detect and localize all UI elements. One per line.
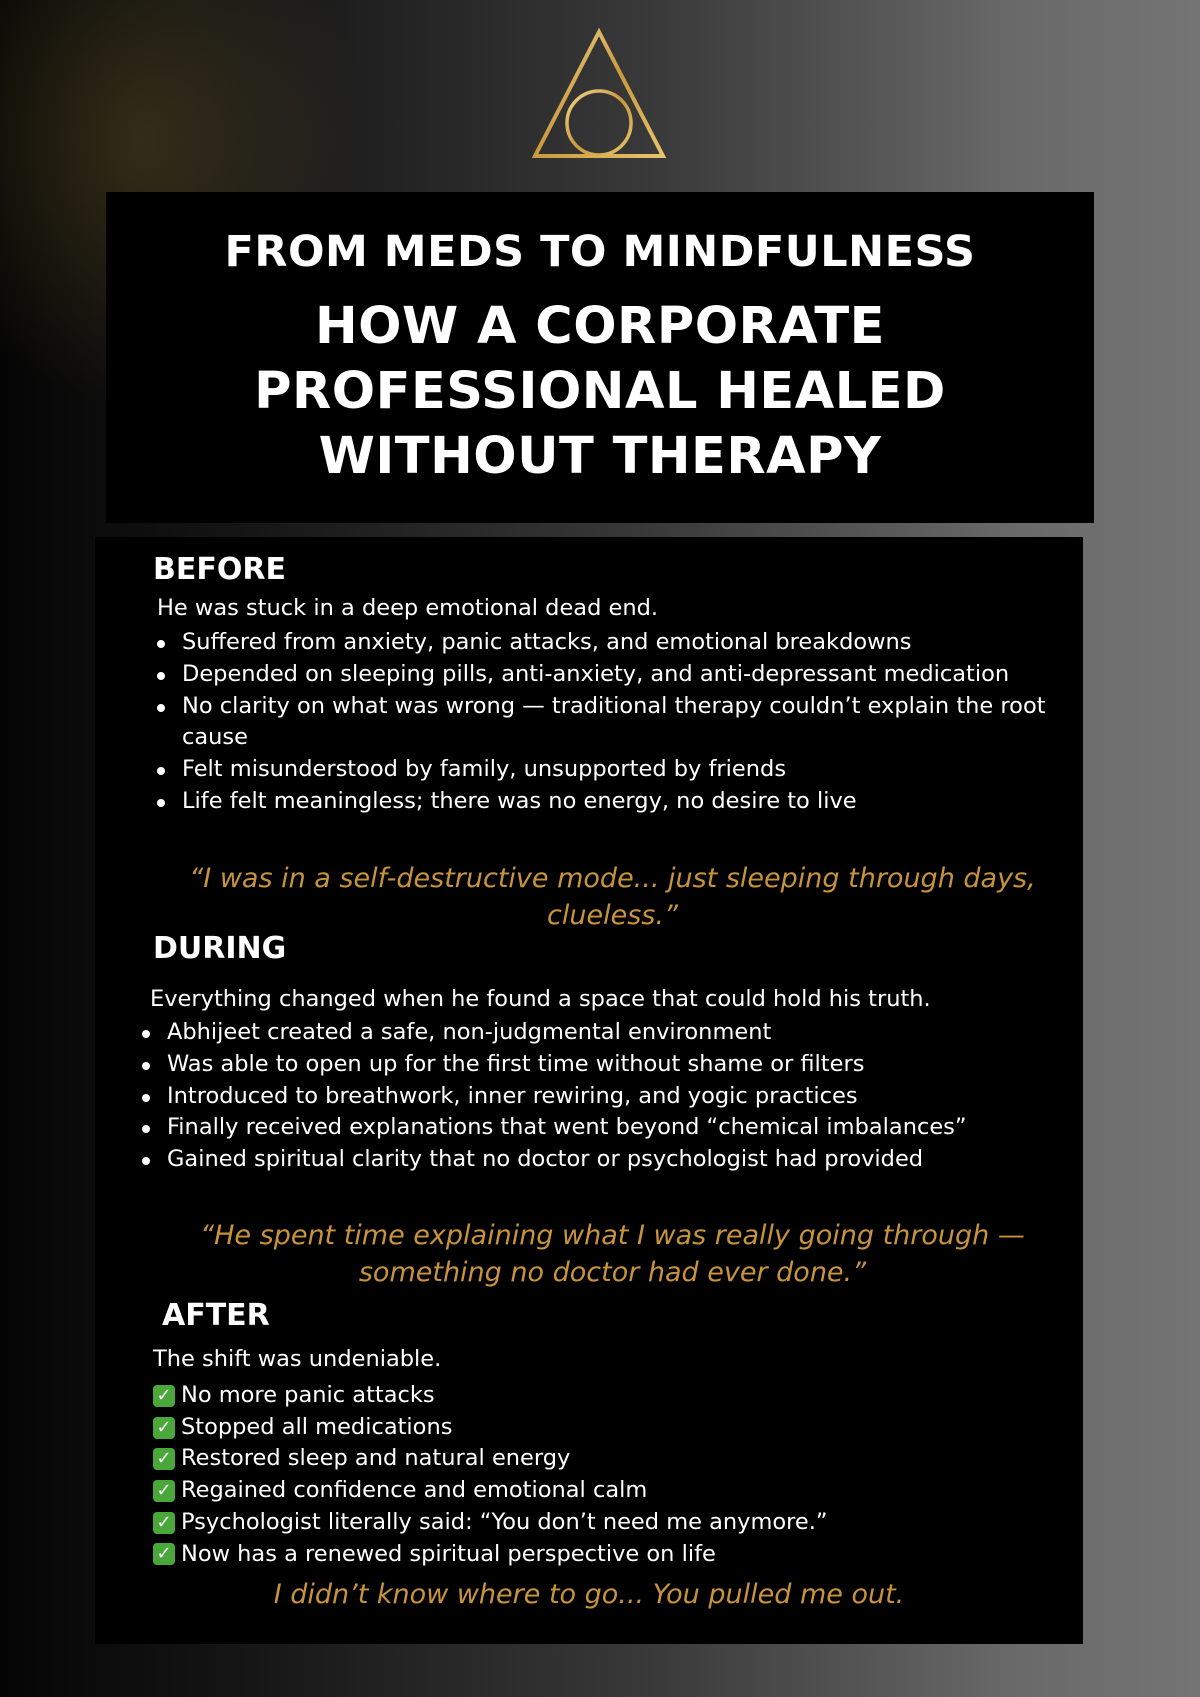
check-mark-icon: ✓ bbox=[153, 1543, 175, 1565]
page-title bbox=[106, 294, 1094, 489]
title-line-3: WITHOUT THERAPY bbox=[318, 427, 882, 486]
closing-quote: I didn’t know where to go... You pulled me out. bbox=[273, 1579, 905, 1610]
after-heading: AFTER bbox=[162, 1298, 270, 1333]
check-mark-icon: ✓ bbox=[153, 1417, 175, 1439]
list-item: Introduced to breathwork, inner rewiring, and yogic practices bbox=[140, 1081, 1070, 1113]
deathly-hallows-icon bbox=[530, 28, 668, 160]
list-item: Depended on sleeping pills, anti-anxiety, and anti-depressant medication bbox=[155, 659, 1085, 691]
during-intro: Everything changed when he found a space that could hold his truth. bbox=[150, 986, 931, 1012]
list-item: Felt misunderstood by family, unsupported by friends bbox=[155, 754, 1085, 786]
after-list bbox=[153, 1380, 1073, 1570]
during-quote: “He spent time explaining what I was really going through — something no doctor had ever done.” bbox=[200, 1220, 1025, 1288]
before-heading: BEFORE bbox=[153, 552, 286, 587]
list-item: ✓ Psychologist literally said: “You don’t need me anymore.” bbox=[153, 1507, 1073, 1539]
list-item: Abhijeet created a safe, non-judgmental environment bbox=[140, 1017, 1070, 1049]
after-intro: The shift was undeniable. bbox=[153, 1346, 442, 1372]
list-item: ✓ Now has a renewed spiritual perspective on life bbox=[153, 1539, 1073, 1571]
list-item: Finally received explanations that went beyond “chemical imbalances” bbox=[140, 1112, 1070, 1144]
before-list bbox=[155, 627, 1085, 818]
list-item: Life felt meaningless; there was no energy, no desire to live bbox=[155, 786, 1085, 818]
list-item: Was able to open up for the first time without shame or filters bbox=[140, 1049, 1070, 1081]
before-intro: He was stuck in a deep emotional dead end. bbox=[157, 595, 659, 621]
list-item: ✓ No more panic attacks bbox=[153, 1380, 1073, 1412]
list-item: ✓ Regained confidence and emotional calm bbox=[153, 1475, 1073, 1507]
list-item: Suffered from anxiety, panic attacks, and emotional breakdowns bbox=[155, 627, 1085, 659]
list-item: No clarity on what was wrong — traditional therapy couldn’t explain the root cause bbox=[155, 691, 1085, 755]
title-line-2: PROFESSIONAL HEALED bbox=[254, 362, 946, 421]
check-mark-icon: ✓ bbox=[153, 1512, 175, 1534]
story-panel bbox=[95, 537, 1083, 1644]
title-line-1: HOW A CORPORATE bbox=[315, 297, 885, 356]
list-item: ✓ Restored sleep and natural energy bbox=[153, 1443, 1073, 1475]
header-panel bbox=[106, 192, 1094, 523]
list-item: Gained spiritual clarity that no doctor or psychologist had provided bbox=[140, 1144, 1070, 1176]
check-mark-icon: ✓ bbox=[153, 1448, 175, 1470]
check-mark-icon: ✓ bbox=[153, 1480, 175, 1502]
check-mark-icon: ✓ bbox=[153, 1385, 175, 1407]
page-subtitle: FROM MEDS TO MINDFULNESS bbox=[224, 227, 976, 277]
during-heading: DURING bbox=[153, 931, 287, 966]
during-list bbox=[140, 1017, 1070, 1176]
list-item: ✓ Stopped all medications bbox=[153, 1412, 1073, 1444]
before-quote: “I was in a self-destructive mode... just sleeping through days, clueless.” bbox=[189, 863, 1036, 931]
